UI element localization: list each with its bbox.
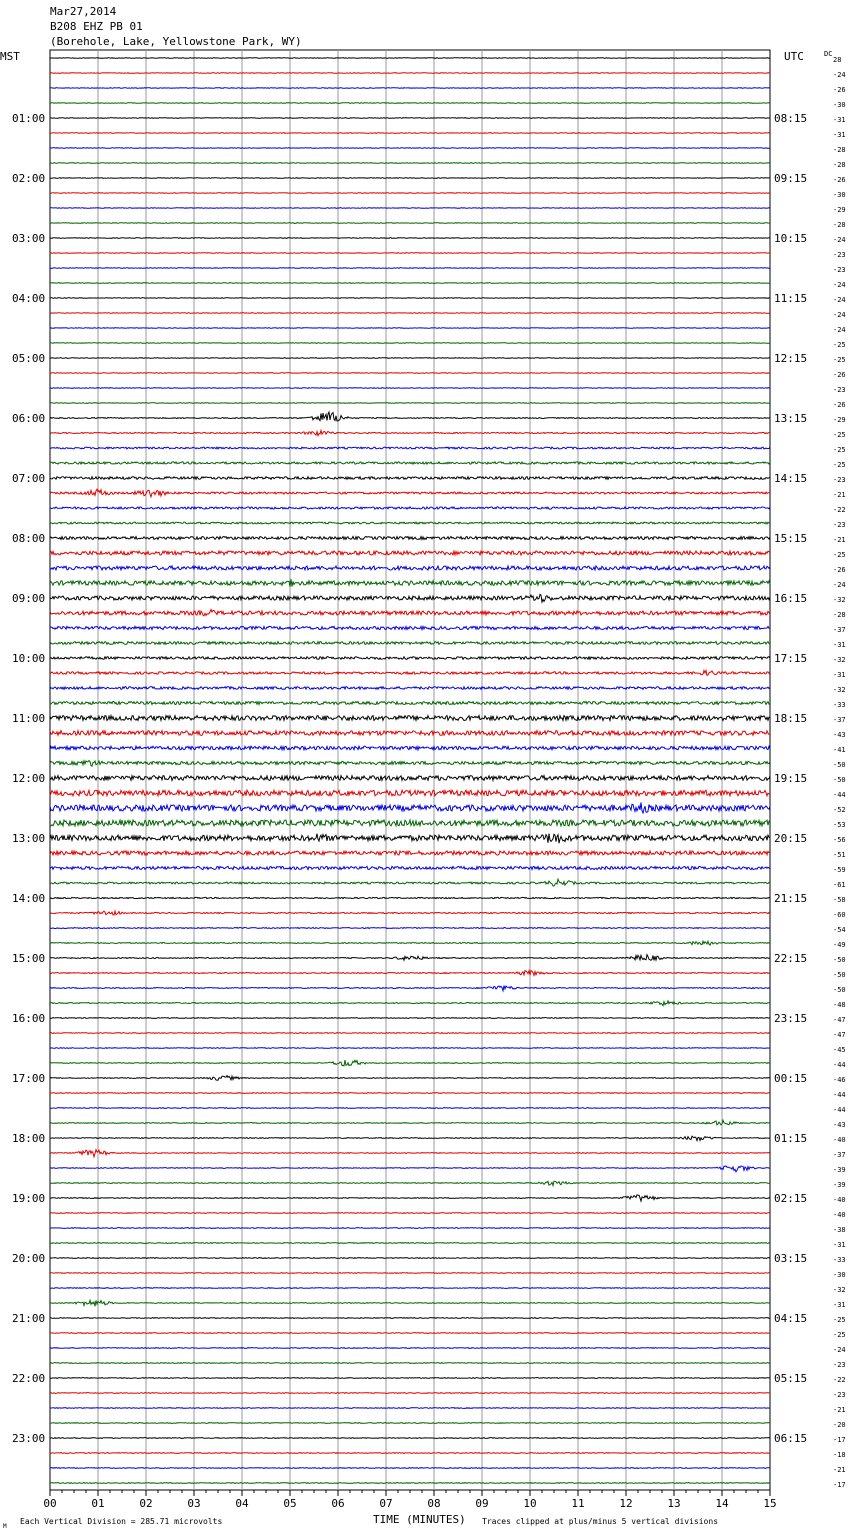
hour-label-mst: 16:00 [12, 1012, 46, 1025]
trace-line [50, 163, 770, 164]
trace-line [50, 477, 770, 480]
hour-label-utc: 14:15 [774, 472, 808, 485]
trace-line [50, 1483, 770, 1484]
dc-offset-label: -53 [833, 821, 846, 829]
dc-offset-label: -47 [833, 1031, 846, 1039]
dc-offset-label: -23 [833, 521, 846, 529]
dc-offset-label: -39 [833, 1181, 846, 1189]
trace-line [50, 802, 770, 813]
hour-label-mst: 02:00 [12, 172, 46, 185]
dc-offset-label: -32 [833, 656, 846, 664]
dc-offset-label: -44 [833, 791, 846, 799]
dc-offset-label: -40 [833, 1136, 846, 1144]
trace-line [50, 1378, 770, 1379]
hour-label-mst: 08:00 [12, 532, 46, 545]
trace-line [50, 776, 770, 781]
hour-label-mst: 01:00 [12, 112, 46, 125]
hour-label-mst: 05:00 [12, 352, 46, 365]
x-tick-label: 15 [763, 1497, 777, 1510]
dc-offset-label: -33 [833, 701, 846, 709]
trace-line [50, 148, 770, 149]
trace-line [50, 178, 770, 179]
trace-line [50, 373, 770, 374]
trace-line [50, 507, 770, 509]
x-tick-label: 12 [619, 1497, 633, 1510]
trace-line [50, 1108, 770, 1109]
hour-label-utc: 06:15 [774, 1432, 808, 1445]
hour-label-utc: 10:15 [774, 232, 808, 245]
dc-offset-label: -24 [833, 326, 846, 334]
hour-label-utc: 00:15 [774, 1072, 808, 1085]
dc-offset-label: -30 [833, 191, 846, 199]
trace-line [50, 238, 770, 239]
vertical-division-note: Each Vertical Division = 285.71 microvolts [20, 1517, 223, 1526]
dc-offset-label: -23 [833, 476, 846, 484]
trace-line [50, 73, 770, 74]
x-tick-label: 05 [283, 1497, 297, 1510]
dc-offset-label: -31 [833, 116, 846, 124]
hour-label-utc: 17:15 [774, 652, 808, 665]
trace-line [50, 986, 770, 991]
trace-line [50, 1060, 770, 1066]
hour-label-utc: 15:15 [774, 532, 808, 545]
trace-line [50, 1213, 770, 1214]
dc-offset-label: -47 [833, 1016, 846, 1024]
dc-offset-label: -24 [833, 296, 846, 304]
hour-label-utc: 03:15 [774, 1252, 808, 1265]
hour-label-mst: 22:00 [12, 1372, 46, 1385]
trace-line [50, 1363, 770, 1364]
trace-line [50, 133, 770, 134]
dc-offset-label: -24 [833, 311, 846, 319]
utc-zone-label: UTC [784, 50, 804, 63]
trace-line [50, 1166, 770, 1172]
hour-label-mst: 12:00 [12, 772, 46, 785]
dc-offset-label: -61 [833, 881, 846, 889]
dc-offset-label: -41 [833, 746, 846, 754]
hour-label-utc: 01:15 [774, 1132, 808, 1145]
hour-label-mst: 07:00 [12, 472, 46, 485]
trace-line [50, 657, 770, 660]
dc-offset-label: -51 [833, 851, 846, 859]
dc-offset-label: -25 [833, 356, 846, 364]
dc-offset-label: -22 [833, 1376, 846, 1384]
trace-line [50, 1018, 770, 1019]
x-tick-label: 11 [571, 1497, 585, 1510]
trace-line [50, 1076, 770, 1081]
hour-label-utc: 04:15 [774, 1312, 808, 1325]
trace-line [50, 642, 770, 645]
trace-line [50, 1453, 770, 1454]
trace-line [50, 955, 770, 961]
dc-offset-label: -37 [833, 1151, 846, 1159]
trace-line [50, 579, 770, 587]
trace-line [50, 1150, 770, 1157]
clipping-note: Traces clipped at plus/minus 5 vertical divisions [482, 1517, 719, 1526]
trace-line [50, 343, 770, 344]
dc-offset-label: -28 [833, 221, 846, 229]
trace-line [50, 412, 770, 421]
dc-offset-label: -23 [833, 251, 846, 259]
dc-offset-label: -46 [833, 1076, 846, 1084]
x-tick-label: 00 [43, 1497, 57, 1510]
trace-line [50, 1348, 770, 1349]
hour-label-utc: 09:15 [774, 172, 808, 185]
x-axis-title: TIME (MINUTES) [373, 1513, 466, 1526]
dc-offset-label: -56 [833, 836, 846, 844]
trace-line [50, 1318, 770, 1319]
dc-offset-label: -29 [833, 206, 846, 214]
dc-offset-label: -50 [833, 776, 846, 784]
trace-line [50, 358, 770, 359]
trace-line [50, 671, 770, 676]
trace-line [50, 1438, 770, 1439]
dc-offset-label: -50 [833, 986, 846, 994]
hour-label-mst: 04:00 [12, 292, 46, 305]
trace-line [50, 594, 770, 602]
x-tick-label: 10 [523, 1497, 537, 1510]
dc-offset-label: -44 [833, 1106, 846, 1114]
footer-mark: M [3, 1523, 7, 1530]
trace-line [50, 1195, 770, 1201]
trace-line [50, 716, 770, 721]
trace-line [50, 551, 770, 555]
dc-offset-label: -23 [833, 1391, 846, 1399]
dc-offset-label: -60 [833, 911, 846, 919]
hour-label-mst: 21:00 [12, 1312, 46, 1325]
dc-offset-label: -40 [833, 1211, 846, 1219]
trace-line [50, 610, 770, 616]
hour-label-mst: 13:00 [12, 832, 46, 845]
x-tick-label: 04 [235, 1497, 249, 1510]
dc-offset-label: -44 [833, 1091, 846, 1099]
dc-offset-label: -37 [833, 626, 846, 634]
dc-offset-label: -26 [833, 176, 846, 184]
trace-line [50, 103, 770, 104]
trace-line [50, 313, 770, 314]
dc-offset-label: -26 [833, 86, 846, 94]
hour-label-mst: 17:00 [12, 1072, 46, 1085]
trace-line [50, 1093, 770, 1094]
dc-offset-label: -32 [833, 1286, 846, 1294]
trace-line [50, 1181, 770, 1185]
dc-offset-label: -43 [833, 1121, 846, 1129]
trace-line [50, 298, 770, 299]
dc-offset-label: -28 [833, 611, 846, 619]
hour-label-mst: 14:00 [12, 892, 46, 905]
x-tick-label: 02 [139, 1497, 153, 1510]
dc-offset-label: -58 [833, 896, 846, 904]
trace-line [50, 1288, 770, 1289]
trace-line [50, 971, 770, 976]
trace-line [50, 1136, 770, 1140]
dc-offset-label: -20 [833, 1421, 846, 1429]
trace-line [50, 761, 770, 767]
trace-line [50, 626, 770, 629]
hour-label-utc: 20:15 [774, 832, 808, 845]
dc-offset-label: -31 [833, 1241, 846, 1249]
dc-offset-label: -52 [833, 806, 846, 814]
trace-line [50, 866, 770, 869]
dc-offset-label: -23 [833, 266, 846, 274]
hour-label-utc: 23:15 [774, 1012, 808, 1025]
trace-line [50, 790, 770, 796]
trace-line [50, 58, 770, 59]
dc-offset-label: -23 [833, 1361, 846, 1369]
hour-label-utc: 08:15 [774, 112, 808, 125]
dc-offset-label: -30 [833, 1271, 846, 1279]
dc-offset-label: -33 [833, 1256, 846, 1264]
dc-offset-label: -25 [833, 1316, 846, 1324]
mst-zone-label: MST [0, 50, 20, 63]
trace-line [50, 537, 770, 540]
dc-offset-label: -31 [833, 1301, 846, 1309]
dc-offset-label: -28 [833, 146, 846, 154]
hour-label-mst: 03:00 [12, 232, 46, 245]
trace-line [50, 1048, 770, 1049]
hour-label-utc: 05:15 [774, 1372, 808, 1385]
trace-line [50, 834, 770, 844]
dc-offset-label: -38 [833, 1226, 846, 1234]
dc-offset-label: -23 [833, 386, 846, 394]
hour-label-mst: 19:00 [12, 1192, 46, 1205]
dc-offset-label: -59 [833, 866, 846, 874]
dc-offset-label: -40 [833, 1196, 846, 1204]
trace-line [50, 268, 770, 269]
x-tick-label: 14 [715, 1497, 729, 1510]
dc-offset-label: -25 [833, 1331, 846, 1339]
dc-offset-label: -28 [833, 161, 846, 169]
dc-offset-label: -17 [833, 1481, 846, 1489]
trace-line [50, 1243, 770, 1244]
hour-label-utc: 22:15 [774, 952, 808, 965]
hour-label-mst: 23:00 [12, 1432, 46, 1445]
trace-line [50, 1393, 770, 1394]
hour-label-mst: 11:00 [12, 712, 46, 725]
dc-offset-label: -32 [833, 596, 846, 604]
trace-line [50, 911, 770, 915]
dc-offset-label: -25 [833, 431, 846, 439]
trace-line [50, 941, 770, 945]
hour-label-utc: 11:15 [774, 292, 808, 305]
hour-label-mst: 09:00 [12, 592, 46, 605]
dc-offset-label: -26 [833, 401, 846, 409]
trace-line [50, 1273, 770, 1274]
trace-line [50, 1408, 770, 1409]
trace-line [50, 462, 770, 464]
hour-label-utc: 21:15 [774, 892, 808, 905]
hour-label-utc: 19:15 [774, 772, 808, 785]
dc-offset-label: -30 [833, 101, 846, 109]
dc-offset-label: -44 [833, 1061, 846, 1069]
dc-offset-label: -49 [833, 941, 846, 949]
dc-header-label: DC [824, 50, 833, 58]
trace-line [50, 702, 770, 705]
x-tick-label: 06 [331, 1497, 345, 1510]
dc-offset-label: -22 [833, 506, 846, 514]
dc-offset-label: -25 [833, 461, 846, 469]
dc-offset-label: -31 [833, 131, 846, 139]
trace-line [50, 928, 770, 929]
dc-offset-label: -26 [833, 566, 846, 574]
dc-offset-label: -21 [833, 1406, 846, 1414]
dc-offset-label: -18 [833, 1451, 846, 1459]
trace-line [50, 328, 770, 329]
dc-offset-label: -24 [833, 1346, 846, 1354]
trace-line [50, 253, 770, 254]
hour-label-utc: 13:15 [774, 412, 808, 425]
trace-line [50, 566, 770, 570]
dc-offset-label: -54 [833, 926, 846, 934]
hour-label-mst: 06:00 [12, 412, 46, 425]
trace-line [50, 1120, 770, 1125]
trace-line [50, 88, 770, 89]
dc-offset-label: -24 [833, 281, 846, 289]
dc-offset-label: -43 [833, 731, 846, 739]
dc-offset-label: -17 [833, 1436, 846, 1444]
dc-offset-label: -21 [833, 1466, 846, 1474]
dc-offset-label: -32 [833, 686, 846, 694]
trace-line [50, 879, 770, 886]
trace-line [50, 851, 770, 855]
dc-offset-label: -21 [833, 491, 846, 499]
trace-line [50, 687, 770, 690]
trace-line [50, 897, 770, 898]
trace-line [50, 403, 770, 404]
trace-line [50, 1001, 770, 1006]
hour-label-utc: 16:15 [774, 592, 808, 605]
trace-line [50, 193, 770, 194]
dc-offset-label: 28 [833, 56, 842, 64]
trace-line [50, 1228, 770, 1229]
trace-line [50, 746, 770, 750]
x-tick-label: 01 [91, 1497, 105, 1510]
x-tick-label: 03 [187, 1497, 201, 1510]
trace-line [50, 489, 770, 497]
trace-line [50, 1333, 770, 1334]
x-tick-label: 07 [379, 1497, 393, 1510]
x-tick-label: 13 [667, 1497, 681, 1510]
station-code: B208 EHZ PB 01 [50, 20, 143, 33]
dc-offset-label: -37 [833, 716, 846, 724]
hour-label-mst: 10:00 [12, 652, 46, 665]
trace-line [50, 522, 770, 524]
dc-offset-label: -50 [833, 761, 846, 769]
trace-line [50, 1300, 770, 1306]
dc-offset-label: -50 [833, 971, 846, 979]
dc-offset-label: -21 [833, 536, 846, 544]
station-location: (Borehole, Lake, Yellowstone Park, WY) [50, 35, 302, 48]
dc-offset-label: -26 [833, 371, 846, 379]
x-tick-label: 09 [475, 1497, 489, 1510]
plot-date: Mar27,2014 [50, 5, 117, 18]
hour-label-mst: 20:00 [12, 1252, 46, 1265]
trace-line [50, 118, 770, 119]
dc-offset-label: -48 [833, 1001, 846, 1009]
trace-line [50, 1423, 770, 1424]
trace-line [50, 731, 770, 736]
dc-offset-label: -50 [833, 956, 846, 964]
trace-line [50, 820, 770, 826]
dc-offset-label: -31 [833, 671, 846, 679]
plot-frame [50, 50, 770, 1490]
dc-offset-label: -24 [833, 581, 846, 589]
trace-line [50, 430, 770, 435]
dc-offset-label: -45 [833, 1046, 846, 1054]
hour-label-utc: 12:15 [774, 352, 808, 365]
dc-offset-label: -25 [833, 446, 846, 454]
trace-line [50, 1258, 770, 1259]
trace-line [50, 223, 770, 224]
hour-label-utc: 02:15 [774, 1192, 808, 1205]
trace-line [50, 1468, 770, 1469]
x-tick-label: 08 [427, 1497, 441, 1510]
dc-offset-label: -25 [833, 551, 846, 559]
trace-line [50, 388, 770, 389]
dc-offset-label: -24 [833, 71, 846, 79]
dc-offset-label: -25 [833, 341, 846, 349]
dc-offset-label: -24 [833, 236, 846, 244]
hour-label-mst: 18:00 [12, 1132, 46, 1145]
dc-offset-label: -29 [833, 416, 846, 424]
trace-line [50, 447, 770, 449]
trace-line [50, 208, 770, 209]
trace-line [50, 1033, 770, 1034]
hour-label-utc: 18:15 [774, 712, 808, 725]
dc-offset-label: -39 [833, 1166, 846, 1174]
hour-label-mst: 15:00 [12, 952, 46, 965]
trace-line [50, 283, 770, 284]
dc-offset-label: -31 [833, 641, 846, 649]
